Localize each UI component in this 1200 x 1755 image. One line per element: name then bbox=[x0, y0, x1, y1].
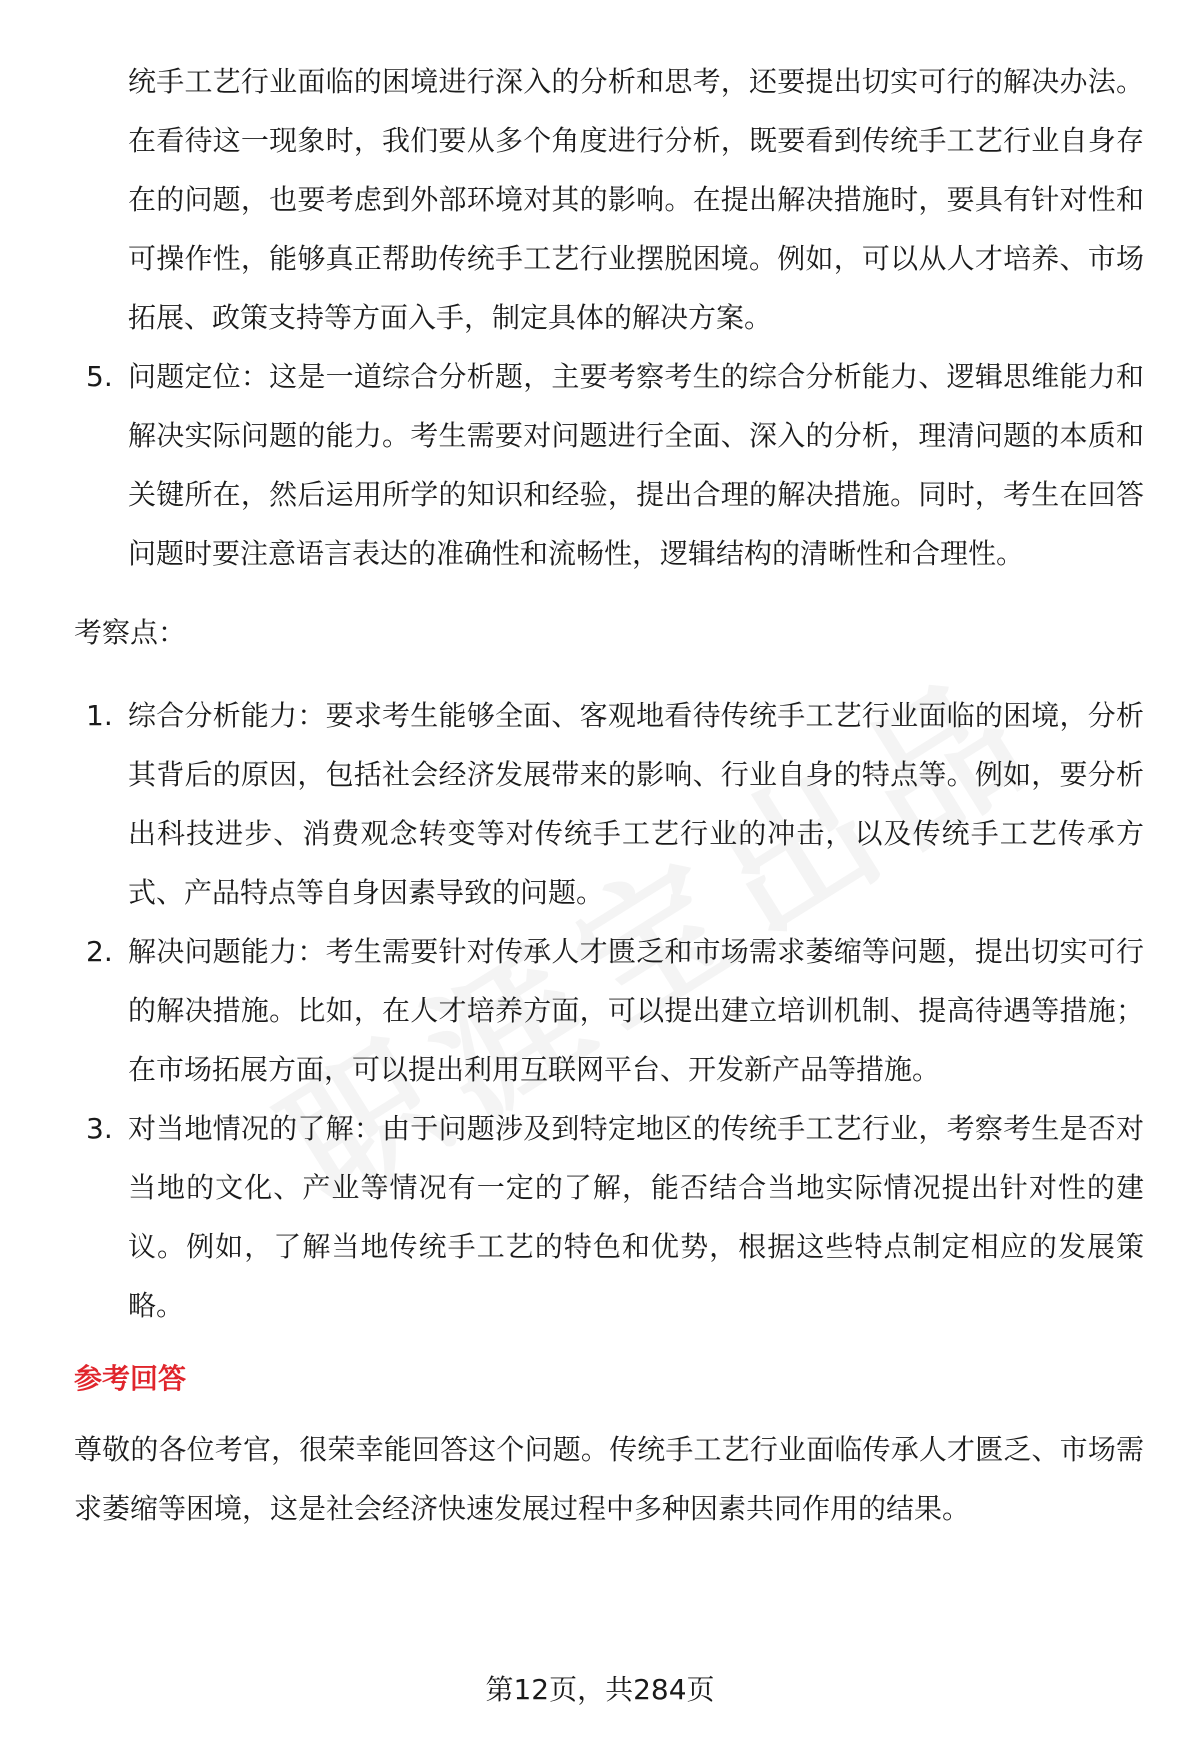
list-number: 2. bbox=[86, 935, 113, 968]
list-item-text: 综合分析能力：要求考生能够全面、客观地看待传统手工艺行业面临的困境，分析其背后的原因，包括社会经济发展带来的影响、行业自身的特点等。例如，要分析出科技进步、消费观念转变等对传统手工艺行业的冲击，以及传统手工艺传承方式、产品特点等自身因素导致的问题。 bbox=[128, 699, 1144, 909]
list-item-text: 问题定位：这是一道综合分析题，主要考察考生的综合分析能力、逻辑思维能力和解决实际问题的能力。考生需要对问题进行全面、深入的分析，理清问题的本质和关键所在，然后运用所学的知识和经验，提出合理的解决措施。同时，考生在回答问题时要注意语言表达的准确性和流畅性，逻辑结构的清晰性和合理性。 bbox=[128, 360, 1144, 570]
list-item bbox=[74, 922, 1144, 1099]
list-item-text: 对当地情况的了解：由于问题涉及到特定地区的传统手工艺行业，考察考生是否对当地的文化、产业等情况有一定的了解，能否结合当地实际情况提出针对性的建议。例如，了解当地传统手工艺的特色和优势，根据这些特点制定相应的发展策略。 bbox=[128, 1112, 1144, 1322]
list-number: 1. bbox=[86, 699, 113, 732]
analysis-list bbox=[74, 347, 1144, 583]
list-item bbox=[74, 686, 1144, 922]
page-footer: 第12页，共284页 bbox=[485, 1673, 715, 1706]
continuation-paragraph: 统手工艺行业面临的困境进行深入的分析和思考，还要提出切实可行的解决办法。在看待这一现象时，我们要从多个角度进行分析，既要看到传统手工艺行业自身存在的问题，也要考虑到外部环境对其的影响。在提出解决措施时，要具有针对性和可操作性，能够真正帮助传统手工艺行业摆脱困境。例如，可以从人才培养、市场拓展、政策支持等方面入手，制定具体的解决方案。 bbox=[128, 65, 1144, 334]
list-number: 5. bbox=[86, 360, 113, 393]
list-item bbox=[74, 347, 1144, 583]
exam-points-list bbox=[74, 686, 1144, 1335]
list-item-text: 解决问题能力：考生需要针对传承人才匮乏和市场需求萎缩等问题，提出切实可行的解决措施。比如，在人才培养方面，可以提出建立培训机制、提高待遇等措施；在市场拓展方面，可以提出利用互联网平台、开发新产品等措施。 bbox=[128, 935, 1144, 1086]
list-item bbox=[74, 1099, 1144, 1335]
list-number: 3. bbox=[86, 1112, 113, 1145]
reference-answer-paragraph: 尊敬的各位考官，很荣幸能回答这个问题。传统手工艺行业面临传承人才匮乏、市场需求萎缩等困境，这是社会经济快速发展过程中多种因素共同作用的结果。 bbox=[74, 1433, 1144, 1525]
page-content bbox=[74, 52, 1144, 1538]
reference-answer-heading: 参考回答 bbox=[74, 1362, 187, 1395]
exam-points-label: 考察点： bbox=[74, 616, 187, 649]
